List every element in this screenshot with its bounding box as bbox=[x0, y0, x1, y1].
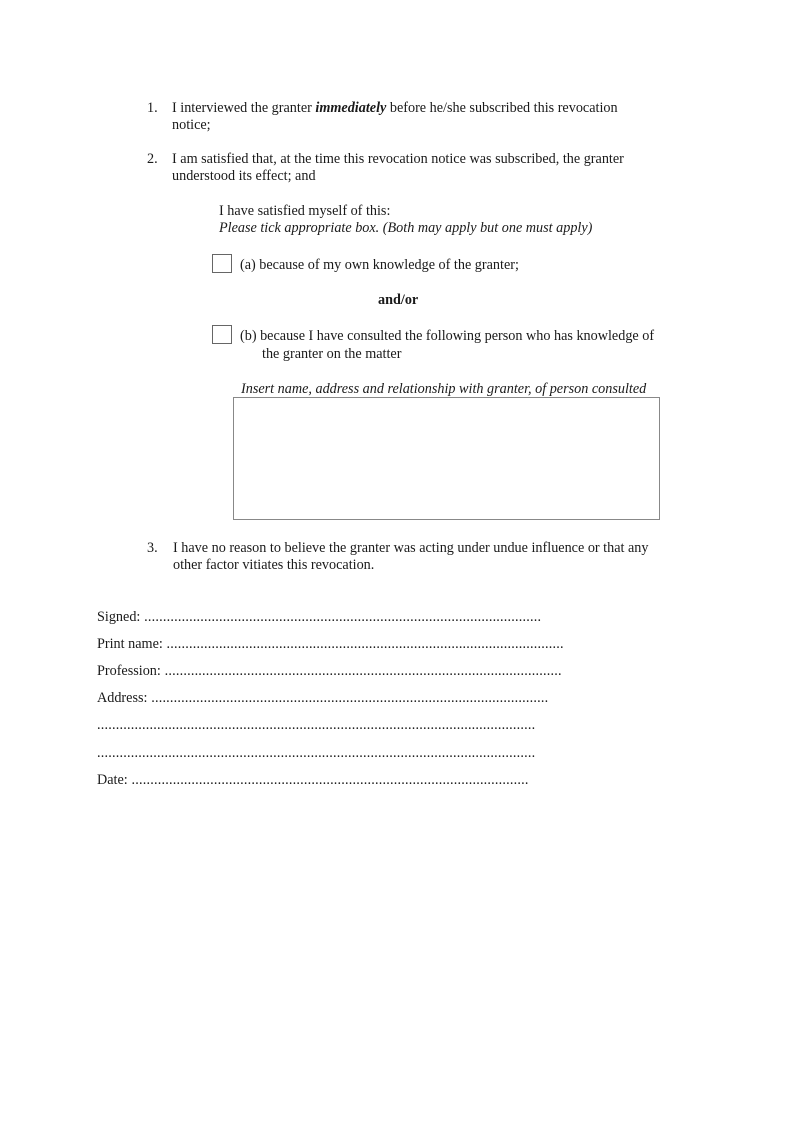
profession-label: Profession: bbox=[97, 663, 161, 679]
print-name-line[interactable] bbox=[97, 636, 564, 653]
item-3-text-line1: I have no reason to believe the granter was acting under undue influence or that any bbox=[173, 540, 649, 556]
date-dots: .......................................................................................................... bbox=[127, 772, 529, 788]
signed-label: Signed: bbox=[97, 609, 141, 625]
address-dots-2: ..................................................................................................................... bbox=[97, 717, 536, 733]
item-2-text-line1: I am satisfied that, at the time this revocation notice was subscribed, the granter bbox=[172, 151, 624, 167]
item-1-text-line2: notice; bbox=[172, 117, 211, 133]
date-label: Date: bbox=[97, 772, 128, 788]
item-2-text-line2: understood its effect; and bbox=[172, 168, 316, 184]
item-3-number: 3. bbox=[147, 540, 158, 556]
date-line[interactable] bbox=[97, 772, 529, 789]
option-b-label-line2: the granter on the matter bbox=[262, 346, 402, 362]
profession-line[interactable] bbox=[97, 663, 562, 680]
item-1-text-line1 bbox=[172, 100, 618, 117]
tick-instruction: Please tick appropriate box. (Both may apply but one must apply) bbox=[219, 220, 593, 236]
satisfied-statement: I have satisfied myself of this: bbox=[219, 203, 391, 219]
item-1-number: 1. bbox=[147, 100, 158, 116]
address-dots-3: ..................................................................................................................... bbox=[97, 745, 536, 761]
print-name-dots: .......................................................................................................... bbox=[162, 636, 564, 652]
address-line-3[interactable] bbox=[97, 745, 536, 762]
item-1-text-post: before he/she subscribed this revocation bbox=[386, 100, 618, 116]
item-3-text-line2: other factor vitiates this revocation. bbox=[173, 557, 375, 573]
address-line[interactable] bbox=[97, 690, 549, 707]
address-line-2[interactable] bbox=[97, 717, 536, 734]
and-or-separator: and/or bbox=[378, 292, 419, 308]
option-a-checkbox[interactable] bbox=[212, 254, 232, 273]
consulted-person-field[interactable] bbox=[233, 397, 660, 520]
item-1-emphasis: immediately bbox=[315, 100, 387, 116]
address-dots: .......................................................................................................... bbox=[147, 690, 549, 706]
consulted-person-label: Insert name, address and relationship with granter, of person consulted bbox=[241, 381, 647, 397]
signed-dots: .......................................................................................................... bbox=[140, 609, 542, 625]
address-label: Address: bbox=[97, 690, 148, 706]
option-a-label: (a) because of my own knowledge of the granter; bbox=[240, 257, 519, 273]
item-2-number: 2. bbox=[147, 151, 158, 167]
signed-line[interactable] bbox=[97, 609, 542, 626]
print-name-label: Print name: bbox=[97, 636, 163, 652]
option-b-checkbox[interactable] bbox=[212, 325, 232, 344]
profession-dots: .......................................................................................................... bbox=[160, 663, 562, 679]
option-b-label-line1: (b) because I have consulted the following person who has knowledge of bbox=[240, 328, 655, 344]
item-1-text-pre: I interviewed the granter bbox=[172, 100, 316, 116]
